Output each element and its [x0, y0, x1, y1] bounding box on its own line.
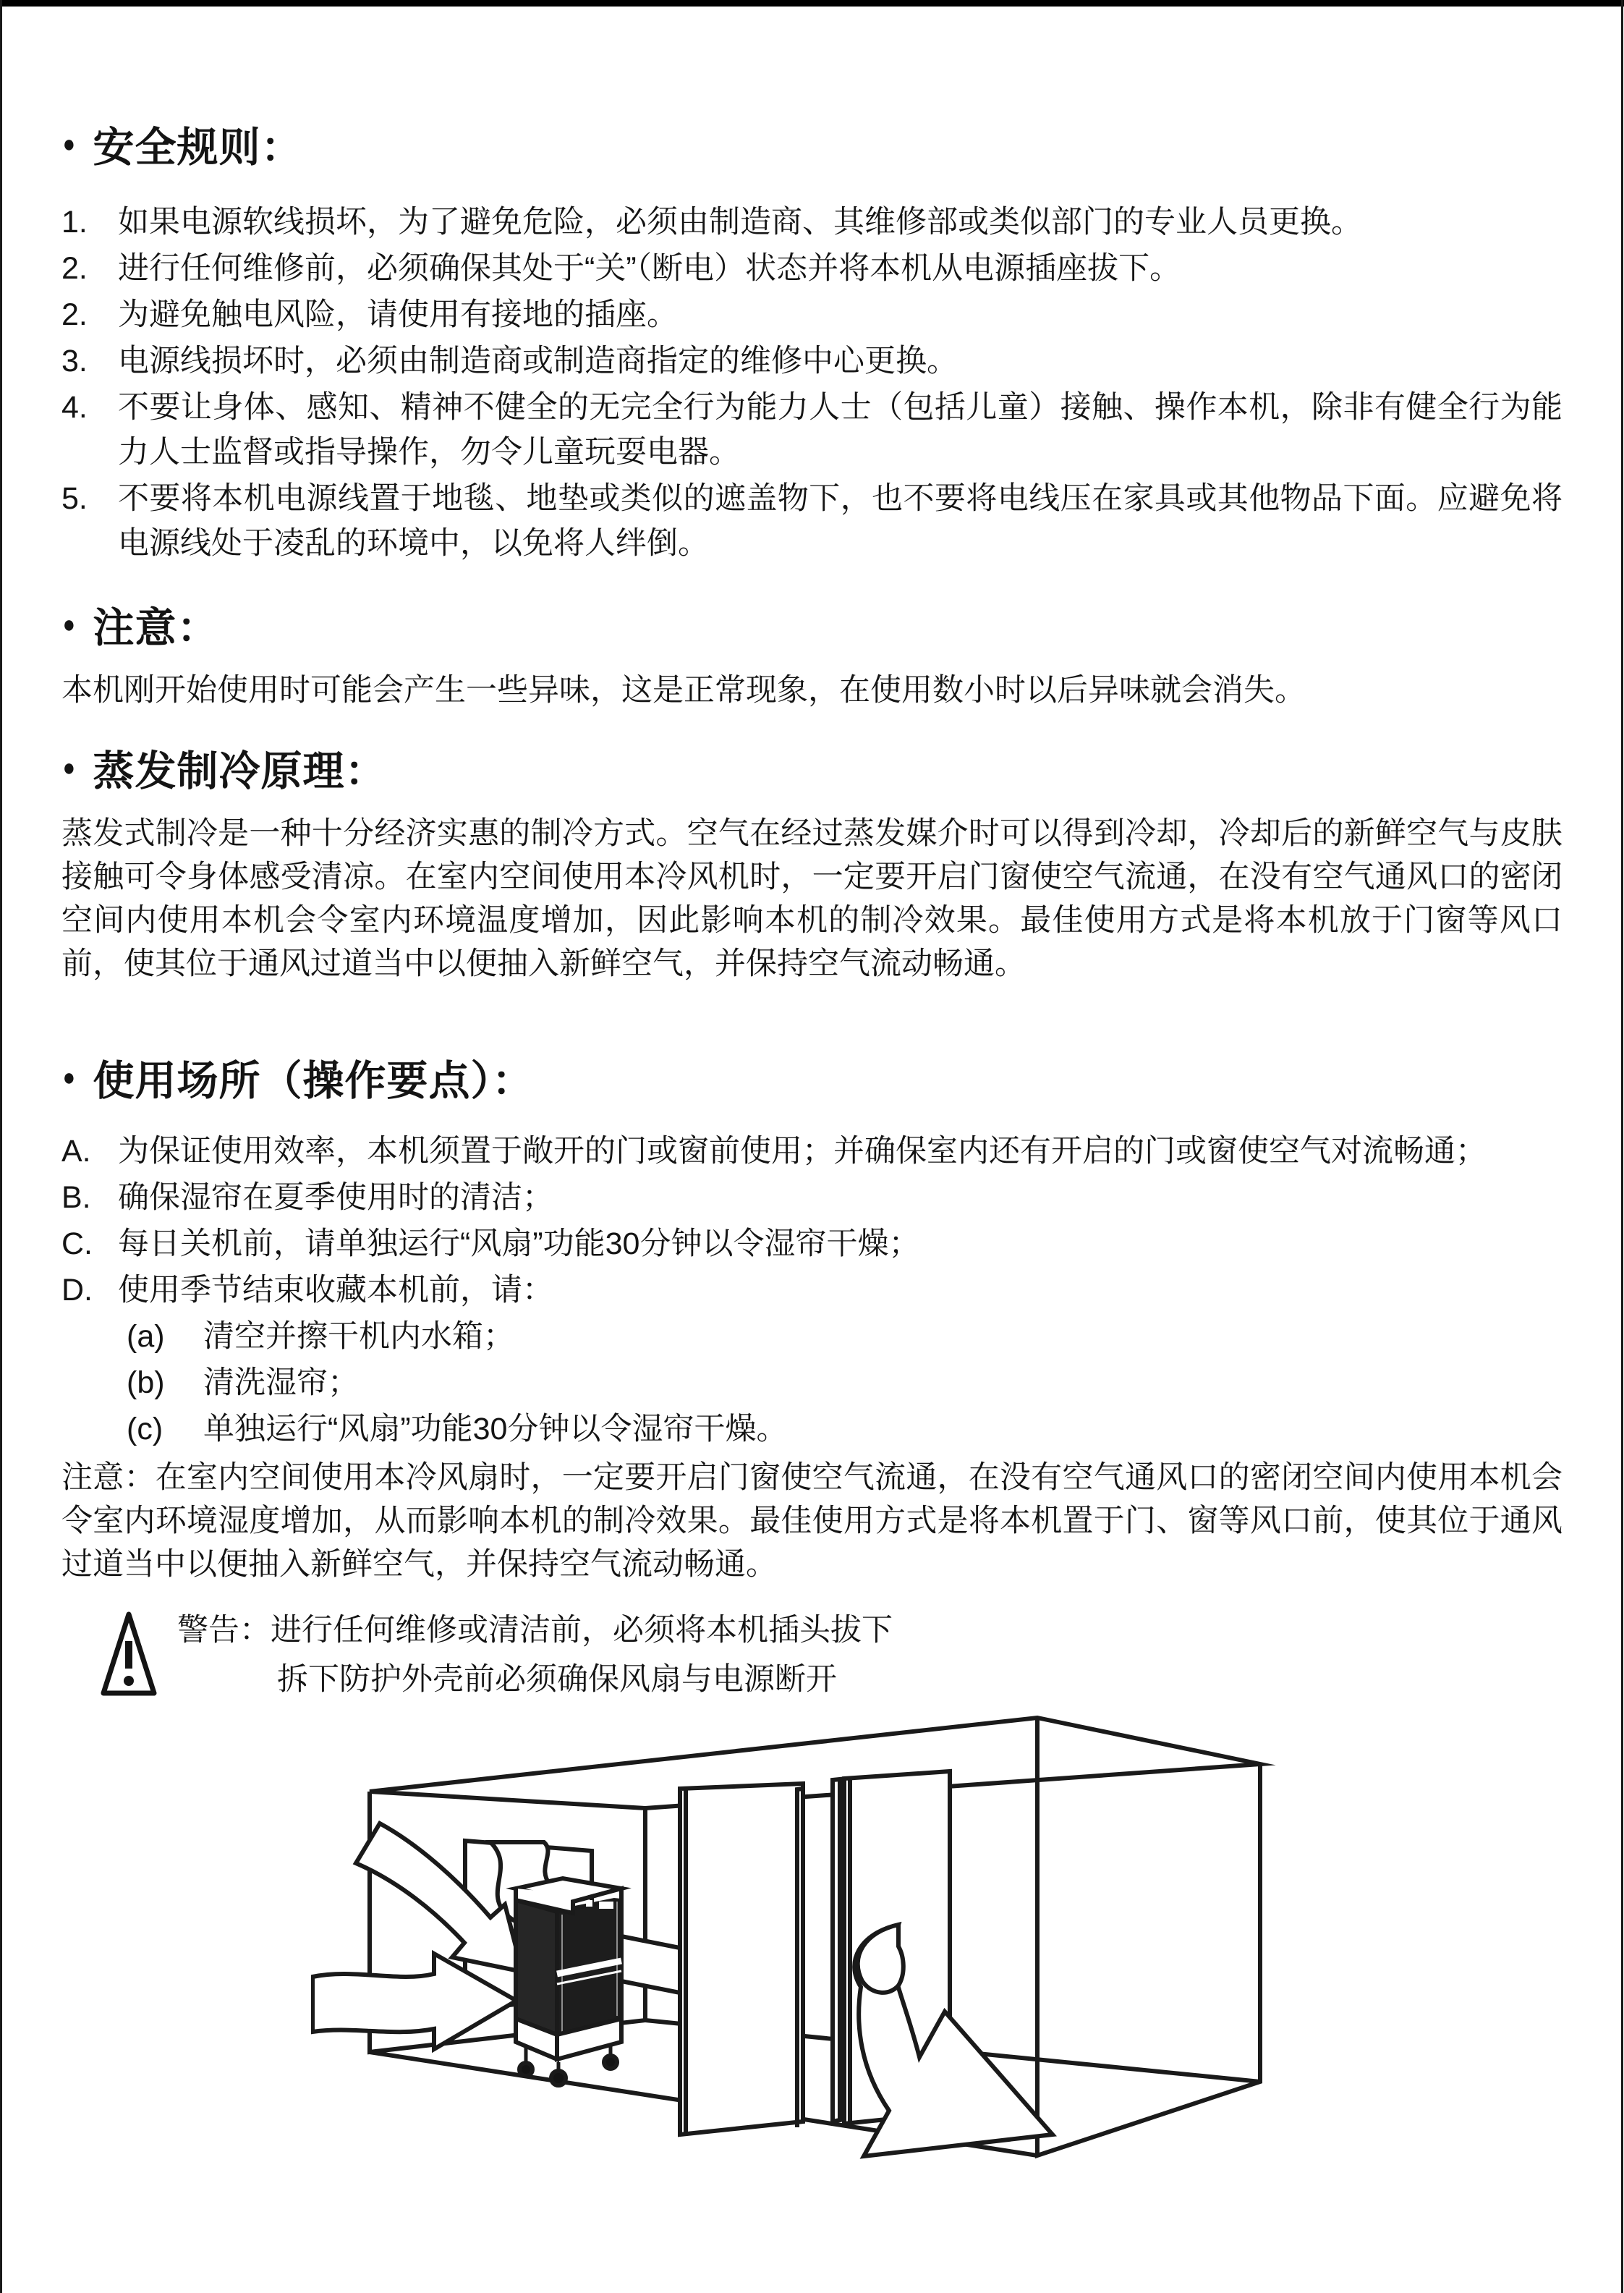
page-left-border: [0, 0, 2, 2293]
item-number: 5.: [61, 481, 88, 516]
heading-text: 安全规则：: [93, 124, 303, 171]
item-number: (b): [127, 1365, 165, 1400]
item-number: 2.: [61, 251, 88, 286]
section-heading-notice: [61, 595, 1563, 654]
list-item: [61, 1129, 1563, 1174]
list-item: [61, 385, 1563, 475]
usage-items: [61, 1129, 1563, 1451]
warning-text: [177, 1608, 893, 1702]
room-drawing: [311, 1708, 1483, 2200]
heading-text: 使用场所（操作要点）：: [93, 1058, 535, 1104]
list-item: [61, 246, 1563, 291]
list-subitem: [61, 1314, 1563, 1359]
bullet-icon: ●: [62, 1064, 76, 1091]
item-text: 每日关机前，请单独运行“风扇”功能30分钟以令湿帘干燥；: [118, 1226, 920, 1261]
bullet-icon: ●: [62, 754, 76, 781]
list-item: [61, 1221, 1563, 1266]
item-text: 进行任何维修前，必须确保其处于“关”（断电）状态并将本机从电源插座拔下。: [118, 251, 1181, 286]
section-heading-principle: [61, 738, 1563, 797]
item-number: B.: [61, 1180, 91, 1215]
item-number: C.: [61, 1226, 93, 1261]
list-item: [61, 339, 1563, 383]
item-text: 不要让身体、感知、精神不健全的无完全行为能力人士（包括儿童）接触、操作本机，除非有健全行为能力人士监督或指导操作，勿令儿童玩耍电器。: [118, 390, 1563, 470]
notice-paragraph: 本机刚开始使用时可能会产生一些异味，这是正常现象，在使用数小时以后异味就会消失。: [61, 673, 1306, 708]
list-item: [61, 1268, 1563, 1313]
safety-items: [61, 200, 1563, 566]
item-text: 使用季节结束收藏本机前，请：: [118, 1273, 553, 1307]
section-heading-usage: [61, 1048, 1563, 1107]
item-number: 2.: [61, 297, 88, 332]
list-item: [61, 200, 1563, 245]
list-subitem: [61, 1407, 1563, 1451]
item-number: 3.: [61, 344, 88, 378]
item-text: 如果电源软线损坏，为了避免危险，必须由制造商、其维修部或类似部门的专业人员更换。: [118, 205, 1362, 240]
section-heading-safety: [61, 114, 1563, 174]
item-text: 单独运行“风扇”功能30分钟以令湿帘干燥。: [203, 1412, 788, 1446]
bullet-icon: ●: [62, 130, 76, 158]
warning-block: [61, 1608, 1563, 1703]
page-content: [61, 0, 1563, 1703]
page-right-border: [1621, 0, 1623, 2293]
list-item: [61, 292, 1563, 337]
item-text: 清洗湿帘；: [203, 1365, 359, 1400]
door-frame: [833, 1779, 840, 2122]
item-number: 1.: [61, 205, 88, 240]
door-panel-1: [680, 1784, 803, 2135]
list-subitem: [61, 1360, 1563, 1405]
principle-paragraph: 蒸发式制冷是一种十分经济实惠的制冷方式。空气在经过蒸发媒介时可以得到冷却，冷却后的新鲜空气与皮肤接触可令身体感受清凉。在室内空间使用本冷风机时，一定要开启门窗使空气流通，在没有空气通风口的密闭空间内使用本机会令室内环境温度增加，因此影响本机的制冷效果。最佳使用方式是将本机放于门窗等风口前，使其位于通风过道当中以便抽入新鲜空气，并保持空气流动畅通。: [61, 816, 1563, 981]
item-number: (c): [127, 1412, 163, 1446]
warning-line1: 警告：进行任何维修或清洁前，必须将本机插头拔下: [177, 1613, 893, 1648]
item-text: 确保湿帘在夏季使用时的清洁；: [118, 1180, 553, 1215]
intake-arrow: [313, 1954, 516, 2049]
item-text: 为保证使用效率，本机须置于敞开的门或窗前使用；并确保室内还有开启的门或窗使空气对流畅通；: [118, 1134, 1487, 1169]
list-item: [61, 1175, 1563, 1220]
item-number: D.: [61, 1273, 93, 1307]
item-number: (a): [127, 1319, 165, 1354]
airflow-room-illustration: [311, 1708, 1483, 2200]
heading-text: 注意：: [93, 605, 219, 651]
warning-line2: 拆下防护外壳前必须确保风扇与电源断开: [277, 1662, 837, 1697]
item-text: 电源线损坏时，必须由制造商或制造商指定的维修中心更换。: [118, 344, 958, 378]
bullet-icon: ●: [62, 611, 76, 638]
air-cooler: [516, 1878, 621, 2085]
usage-note-paragraph: 注意：在室内空间使用本冷风扇时，一定要开启门窗使空气流通，在没有空气通风口的密闭空间内使用本机会令室内环境湿度增加，从而影响本机的制冷效果。最佳使用方式是将本机置于门、窗等风口前，使其位于通风过道当中以便抽入新鲜空气，并保持空气流动畅通。: [61, 1460, 1563, 1582]
item-number: A.: [61, 1134, 91, 1169]
item-text: 清空并擦干机内水箱；: [203, 1319, 514, 1354]
warning-triangle-icon: [99, 1611, 158, 1703]
item-text: 不要将本机电源线置于地毯、地垫或类似的遮盖物下，也不要将电线压在家具或其他物品下面。应避免将电源线处于凌乱的环境中，以免将人绊倒。: [118, 481, 1563, 561]
item-text: 为避免触电风险，请使用有接地的插座。: [118, 297, 678, 332]
item-number: 4.: [61, 390, 88, 425]
list-item: [61, 476, 1563, 566]
heading-text: 蒸发制冷原理：: [93, 748, 387, 794]
